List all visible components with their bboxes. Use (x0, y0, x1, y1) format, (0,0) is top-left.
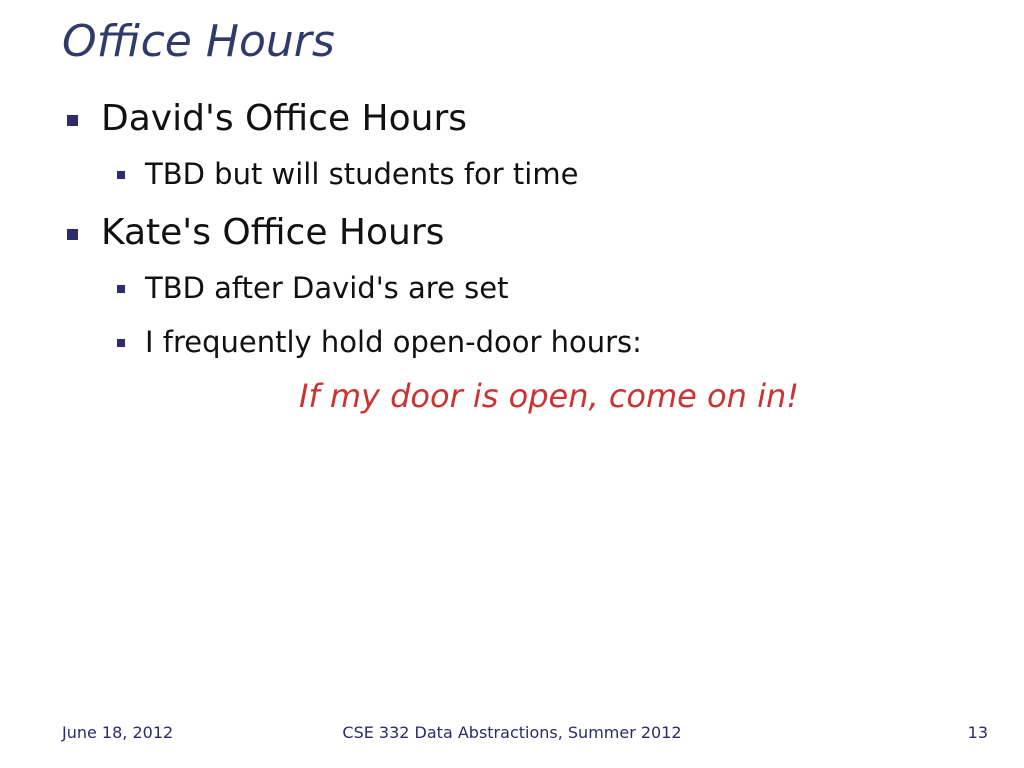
bullet-text: TBD but will students for time (145, 157, 579, 191)
square-bullet-icon (117, 171, 125, 179)
bullet-text: David's Office Hours (101, 98, 468, 139)
slide-title: Office Hours (62, 16, 335, 67)
footer-course-title: CSE 332 Data Abstractions, Summer 2012 (342, 723, 682, 742)
square-bullet-icon (67, 115, 78, 126)
bullet-text: TBD after David's are set (145, 271, 509, 305)
square-bullet-icon (117, 285, 125, 293)
square-bullet-icon (117, 339, 125, 347)
square-bullet-icon (67, 229, 78, 240)
bullet-text: Kate's Office Hours (101, 212, 445, 253)
slide-number: 13 (967, 723, 988, 742)
footer-date: June 18, 2012 (62, 723, 174, 742)
bullet-text: I frequently hold open-door hours: (145, 325, 642, 359)
open-door-callout: If my door is open, come on in! (298, 377, 800, 415)
